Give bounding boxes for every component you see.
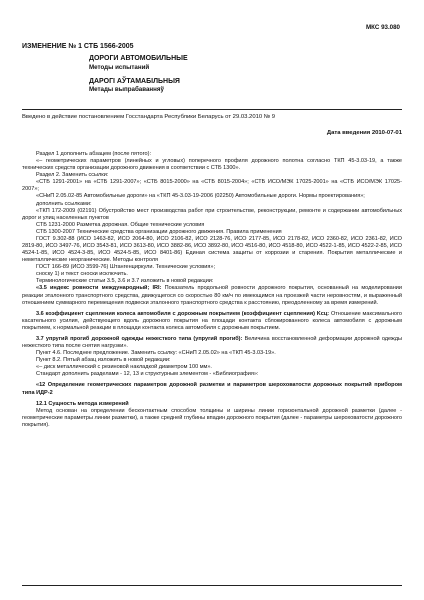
body-paragraph bbox=[22, 364, 402, 371]
paragraph-text: сноску 1) и текст сноски исключить. bbox=[36, 271, 128, 278]
belarusian-title-block bbox=[89, 78, 402, 95]
document-header bbox=[22, 43, 402, 100]
term-heading: «3.5 индекс ровности международный; IRI: bbox=[36, 285, 162, 292]
paragraph-text: Раздел 2. Заменить ссылки: bbox=[36, 172, 109, 179]
body-paragraph bbox=[22, 229, 402, 236]
paragraph-text: Метод основан на определении бесконтактным способом толщины и ширины линии горизонтальной дорожной разметки (далее - геометрические параметры линии разметки), а также средней глубины впадин дорожного покрытия (далее - параметры шероховатости дорожного покрытия). bbox=[22, 407, 402, 428]
term-heading: «12 Определение геометрических параметров дорожной разметки и параметров шероховатости дорожных покрытий прибором типа ИДР-2 bbox=[22, 382, 402, 396]
body-paragraph bbox=[22, 336, 402, 350]
body-paragraph bbox=[22, 208, 402, 222]
paragraph-text: «– диск металлический с резиновой накладкой диаметром 100 мм». bbox=[36, 364, 212, 371]
body-paragraph bbox=[22, 264, 402, 271]
belarusian-standard-subtitle: Метады выпрабаванняў bbox=[89, 86, 164, 93]
footer-divider bbox=[22, 585, 402, 586]
paragraph-text: СТБ 1231-2000 Разметка дорожная. Общие технические условия bbox=[36, 221, 205, 228]
body-paragraph bbox=[22, 285, 402, 306]
effective-date: Дата введения 2010-07-01 bbox=[326, 130, 402, 136]
paragraph-text: «ТКП 172-2009 (02191) Обустройство мест производства работ при строительстве, реконструкции, ремонте и содержании автомобильных дорог и улиц населенных пунктов bbox=[22, 207, 402, 221]
paragraph-text: Пункт 8.2. Пятый абзац изложить в новой редакции: bbox=[36, 357, 171, 364]
term-heading: 12.1 Сущность метода измерений bbox=[36, 400, 129, 407]
paragraph-text: Стандарт дополнить разделами - 12, 13 и структурным элементом - «Библиография»: bbox=[36, 371, 259, 378]
paragraph-text: «– геометрических параметров (линейных и угловых) поперечного профиля дорожного полотна согласно ТКП 45-3.03-19, а также технических средств организации дорожного движения в соответствии с СТБ 1300». bbox=[22, 158, 402, 172]
russian-standard-name: ДОРОГИ АВТОМОБИЛЬНЫЕ bbox=[89, 55, 188, 62]
mks-code: МКС 93.080 bbox=[366, 24, 400, 31]
russian-standard-subtitle: Методы испытаний bbox=[89, 63, 150, 71]
document-body bbox=[22, 151, 402, 429]
body-paragraph bbox=[22, 371, 402, 378]
paragraph-text: Величина восстановленной деформации дорожной одежды нежесткого типа после снятия нагрузки». bbox=[22, 335, 402, 350]
body-paragraph bbox=[22, 193, 402, 200]
paragraph-text: Показатель продольной ровности дорожного покрытия, основанный на моделировании реакции эталонного транспортного средства, движущегося со скоростью 80 км/ч по имеющимся на проезжей части неровностям, и выраженный отношением суммарного перемещения подвески эталонного транспортного средства к расстоянию, преодоленному за время измерений. bbox=[22, 285, 402, 306]
body-paragraph bbox=[22, 408, 402, 429]
body-paragraph bbox=[22, 172, 402, 179]
body-paragraph bbox=[22, 158, 402, 172]
russian-title-block bbox=[89, 55, 402, 72]
paragraph-text: «СНиП 2.05.02-85 Автомобильные дороги» на «ТКП 45-3.03-19-2006 (02250) Автомобильные дороги. Нормы проектирования»; bbox=[36, 193, 365, 200]
body-paragraph bbox=[22, 201, 402, 208]
term-heading: 3.7 упругий прогиб дорожной одежды нежесткого типа (упругий прогиб): bbox=[36, 335, 243, 342]
paragraph-text: «СТБ 1291-2001» на «СТБ 1291-2007»; «СТБ 8015-2000» на «СТБ 8015-2004»; «СТБ ИСО/МЭК 17025-2001» на «СТБ ИСО/МЭК 17025-2007»; bbox=[22, 179, 402, 193]
paragraph-text: ГОСТ 9.302-88 (ИСО 1463-82, ИСО 2064-80, ИСО 2106-82, ИСО 2128-76, ИСО 2177-85, ИСО 2178-82, ИСО 2360-82, ИСО 2361-82, ИСО 2819-80, ИСО 3497-76, ИСО 3543-81, ИСО 3613-80, ИСО 3882-86, ИСО 3892-80, ИСО 4516-80, ИСО 4518-80, ИСО 4522-1-85, ИСО 4522-2-85, ИСО 4524-1-85, ИСО 4524-3-85, ИСО 4524-5-85, ИСО 8401-86) Единая система защиты от коррозии и старения. Покрытия металлические и неметаллические неорганические. Методы контроля bbox=[22, 235, 402, 264]
enactment-note: Введено в действие постановлением Госстандарта Республики Беларусь от 29.03.2010 № 9 bbox=[22, 114, 276, 120]
body-paragraph bbox=[22, 382, 402, 396]
paragraph-text: СТБ 1300-2007 Технические средства организации дорожного движения. Правила применения bbox=[36, 228, 282, 235]
header-divider bbox=[22, 109, 402, 110]
body-paragraph bbox=[22, 236, 402, 264]
term-heading: 3.6 коэффициент сцепления колеса автомобиля с дорожным покрытием (коэффициент сцепления) Kсц: bbox=[36, 310, 330, 317]
body-paragraph bbox=[22, 311, 402, 332]
paragraph-text: Раздел 1 дополнить абзацем (после пятого): bbox=[36, 151, 151, 157]
paragraph-text: Пункт 4.6. Последнее предложение. Заменить ссылку: «СНиП 2.05.02» на «ТКП 45-3.03-19». bbox=[36, 350, 276, 357]
paragraph-text: Терминологические статьи 3.5, 3.6 и 3.7 изложить в новой редакции: bbox=[36, 278, 214, 285]
body-paragraph bbox=[22, 179, 402, 193]
paragraph-text: дополнить ссылками: bbox=[36, 200, 92, 207]
body-paragraph bbox=[22, 222, 402, 229]
belarusian-standard-name: ДАРОГІ АЎТАМАБІЛЬНЫЯ bbox=[89, 77, 180, 85]
body-paragraph bbox=[22, 401, 402, 408]
paragraph-text: Отношение максимального касательного усилия, действующего вдоль дорожного покрытия на площади контакта сблокированного колеса автомобиля с дорожным покрытием, к нормальной реакции в площади контакта колеса автомобиля с дорожным покрытием. bbox=[22, 310, 402, 331]
amendment-title: ИЗМЕНЕНИЕ № 1 СТБ 1566-2005 bbox=[22, 43, 134, 50]
paragraph-text: ГОСТ 166-89 (ИСО 3599-76) Штангенциркули. Технические условия»; bbox=[36, 264, 215, 271]
